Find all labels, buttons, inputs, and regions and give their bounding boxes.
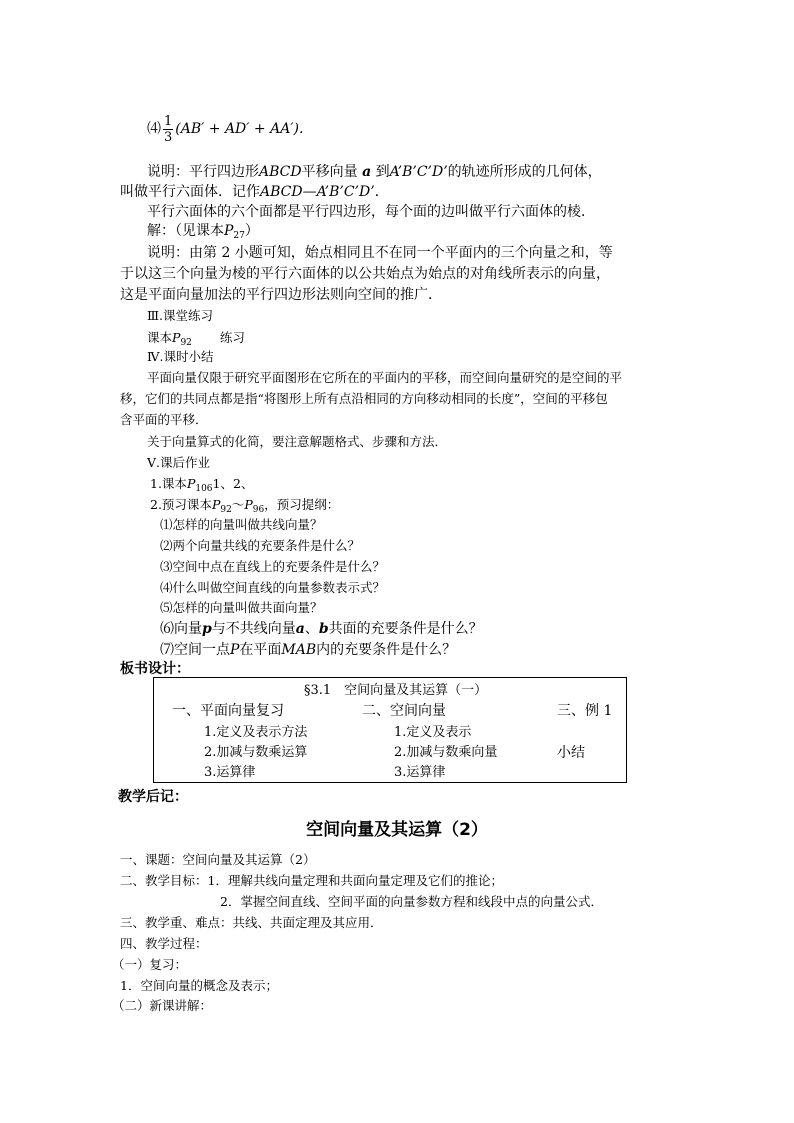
subscript: 106 xyxy=(195,484,213,494)
note2-line2: 于以这三个向量为棱的平行六面体的以公共始点为始点的对角线所表示的向量， xyxy=(120,266,610,282)
board-col1-item: 2.加减与数乘运算 xyxy=(204,745,308,760)
text: A’B’C’D’ xyxy=(389,164,448,180)
vector-p: p xyxy=(202,621,212,637)
text: 到 xyxy=(371,164,390,180)
text: P xyxy=(244,497,253,512)
board-col1-item: 3.运算律 xyxy=(204,765,256,780)
text: 课本 xyxy=(147,330,173,345)
text: 1.课本 xyxy=(150,476,187,491)
text: ⑺空间一点 xyxy=(160,642,230,658)
problem-4-label: ⑷ xyxy=(147,121,161,137)
note1-line1 xyxy=(147,162,602,182)
lesson2-line6: （一）复习： xyxy=(112,957,188,972)
question-6 xyxy=(160,619,483,639)
text: P xyxy=(230,642,240,658)
lesson2-line7: 1．空间向量的概念及表示； xyxy=(120,978,278,993)
problem-4 xyxy=(147,111,303,147)
fraction-denominator: 3 xyxy=(164,129,173,145)
lesson2-line8: （二）新课讲解： xyxy=(112,998,213,1013)
lesson2-line1: 一、课题：空间向量及其运算（2） xyxy=(120,852,316,867)
text: MAB xyxy=(281,642,317,658)
lesson-2-title: 空间向量及其运算（2） xyxy=(306,820,488,840)
board-label: 板书设计： xyxy=(120,661,190,677)
text: ） xyxy=(244,223,259,239)
vector-b: b xyxy=(318,621,329,637)
faces-line: 平行六面体的六个面都是平行四边形，每个面的边叫做平行六面体的棱． xyxy=(147,204,595,220)
lesson2-line2: 二、教学目标：1．理解共线向量定理和共面向量定理及它们的推论； xyxy=(120,873,503,888)
text: ～ xyxy=(231,497,245,512)
text: 平移向量 xyxy=(301,164,363,180)
summary-line3: 含平面的平移． xyxy=(120,412,208,427)
text: 的轨迹所形成的几何体， xyxy=(447,164,602,180)
board-col1-item: 1.定义及表示方法 xyxy=(204,725,308,740)
note2-line1: 说明：由第 2 小题可知，始点相同且不在同一个平面内的三个向量之和，等 xyxy=(147,245,613,261)
board-col2-item: 3.运算律 xyxy=(394,765,446,780)
vector-a: a xyxy=(295,621,305,637)
subscript: 96 xyxy=(252,505,265,515)
text: P xyxy=(211,497,221,512)
subscript: 27 xyxy=(233,231,245,241)
text: ABCD xyxy=(259,164,302,180)
summary-line2: 移，它们的共同点都是指“将图形上所有点沿相同的方向移动相同的长度”，空间的平移包 xyxy=(120,391,608,406)
text: 练习 xyxy=(219,330,245,345)
summary-line4: 关于向量算式的化简，要注意解题格式、步骤和方法． xyxy=(147,434,448,449)
board-col2-head: 二、空间向量 xyxy=(362,703,446,719)
board-col1-head: 一、平面向量复习 xyxy=(172,703,284,719)
board-col2-item: 1.定义及表示 xyxy=(394,725,472,740)
text: ，预习提纲： xyxy=(264,497,340,512)
board-col2-item: 2.加减与数乘向量 xyxy=(394,745,498,760)
question-4: ⑷什么叫做空间直线的向量参数表示式？ xyxy=(160,580,386,595)
question-1: ⑴怎样的向量叫做共线向量？ xyxy=(160,517,323,532)
text: 1、2、 xyxy=(212,476,254,491)
text: 2.预习课本 xyxy=(150,497,212,512)
lesson2-line3: 2．掌握空间直线、空间平面的向量参数方程和线段中点的向量公式． xyxy=(220,894,603,909)
lesson2-line4: 三、教学重、难点：共线、共面定理及其应用． xyxy=(120,915,383,930)
question-3: ⑶空间中点在直线上的充要条件是什么？ xyxy=(160,559,386,574)
question-5: ⑸怎样的向量叫做共面向量？ xyxy=(160,600,323,615)
text: P xyxy=(172,330,181,345)
vector-expression: (AB′ + AD′ + AA′). xyxy=(175,121,304,137)
vector-a: a xyxy=(362,164,372,180)
board-col3-head: 三、例 1 xyxy=(557,703,613,719)
text: 解：（见课本 xyxy=(147,223,224,239)
text: 、 xyxy=(304,621,319,637)
fraction xyxy=(163,114,173,145)
subscript: 92 xyxy=(180,338,192,348)
text: 共面的充要条件是什么？ xyxy=(328,621,483,637)
text: P xyxy=(224,223,234,239)
section-5-heading: Ⅴ.课后作业 xyxy=(147,455,211,470)
section-3-heading: Ⅲ.课堂练习 xyxy=(147,308,214,323)
lesson2-line5: 四、教学过程： xyxy=(120,936,208,951)
text: 内的充要条件是什么？ xyxy=(316,642,457,658)
note1-line2 xyxy=(120,182,389,202)
text: 与不共线向量 xyxy=(211,621,296,637)
text: ． xyxy=(374,184,389,200)
question-2: ⑵两个向量共线的充要条件是什么？ xyxy=(160,538,361,553)
text: ⑹向量 xyxy=(160,621,202,637)
section-4-heading: Ⅳ.课时小结 xyxy=(147,349,214,364)
board-title: §3.1 空间向量及其运算（一） xyxy=(304,683,488,698)
board-design-box xyxy=(153,677,627,783)
board-col3-summary: 小结 xyxy=(557,745,585,761)
question-7 xyxy=(160,640,456,660)
text: P xyxy=(186,476,196,491)
subscript: 92 xyxy=(220,505,232,515)
text: 叫做平行六面体．记作 xyxy=(120,184,260,200)
text: 在平面 xyxy=(239,642,282,658)
text: ABCD—A’B’C’D’ xyxy=(260,184,375,200)
summary-line1: 平面向量仅限于研究平面图形在它所在的平面内的平移，而空间向量研究的是空间的平 xyxy=(147,370,623,385)
text: 说明：平行四边形 xyxy=(147,164,259,180)
afterword-label: 教学后记： xyxy=(118,789,188,805)
fraction-numerator: 1 xyxy=(164,113,173,129)
note2-line3: 这是平面向量加法的平行四边形法则向空间的推广． xyxy=(120,287,442,303)
